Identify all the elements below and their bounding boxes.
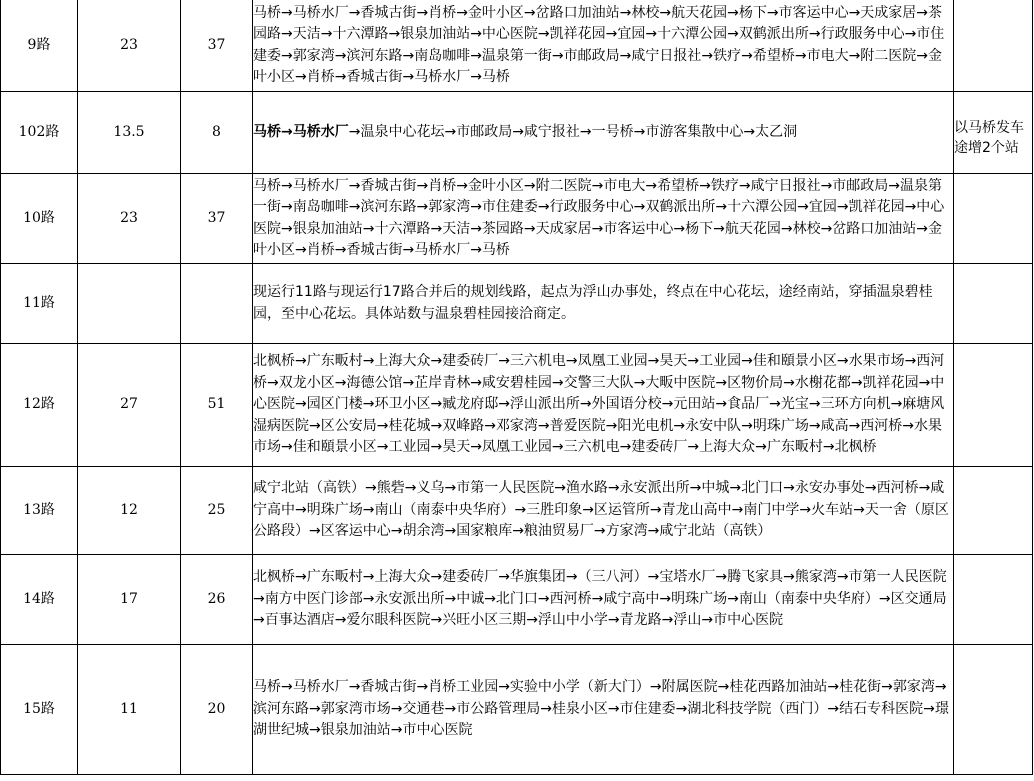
- route-path-cell: [253, 92, 954, 174]
- route-length-cell: 27: [78, 344, 181, 467]
- stop-count-cell: 20: [181, 645, 253, 775]
- route-number-cell: 10路: [1, 174, 78, 264]
- route-path-cell: 马桥→马桥水厂→香城古街→肖桥→金叶小区→附二医院→市电大→希望桥→铁疗→咸宁日报社→市邮政局→温泉第一街→南岛咖啡→滨河东路→郭家湾→市住建委→行政服务中心→双鹤派出所→十六潭公园→宜园→凯祥花园→中心医院→银泉加油站→十六潭路→天洁→茶园路→天成家居→市客运中心→杨下→航天花园→林校→岔路口加油站→金叶小区→肖桥→香城古街→马桥水厂→马桥: [253, 174, 954, 264]
- route-note-text: [954, 299, 1032, 309]
- route-number-cell: 12路: [1, 344, 78, 467]
- route-note-text: [954, 400, 1032, 410]
- route-note-text: [954, 595, 1032, 605]
- route-length-cell: 17: [78, 555, 181, 645]
- route-number-cell: 102路: [1, 92, 78, 174]
- route-path-start: 马桥→马桥水厂: [253, 123, 349, 140]
- route-number-cell: 14路: [1, 555, 78, 645]
- route-note-cell: [954, 645, 1033, 775]
- stop-count-cell: [181, 264, 253, 344]
- table-row: [1, 0, 1033, 92]
- route-note-text: [954, 506, 1032, 516]
- table-row: [1, 645, 1033, 775]
- stop-count-cell: 37: [181, 174, 253, 264]
- route-number-cell: 9路: [1, 0, 78, 92]
- stop-count-cell: 26: [181, 555, 253, 645]
- route-note-text: [954, 214, 1032, 224]
- stop-count-cell: 8: [181, 92, 253, 174]
- route-length-cell: 23: [78, 0, 181, 92]
- route-path-cell: 北枫桥→广东畈村→上海大众→建委砖厂→三六机电→凤凰工业园→昊天→工业园→佳和頤景小区→水果市场→西河桥→双龙小区→海德公馆→芷岸青林→咸安碧桂园→交警三大队→大畈中医院→区物价局→水榭花都→凯祥花园→中心医院→园区门楼→环卫小区→臧龙府邸→浮山派出所→外国语分校→元田站→食品厂→光宝→三环方向机→麻塘风湿病医院→区公安局→桂花城→双峰路→邓家湾→普爱医院→阳光电机→永安中队→明珠广场→咸高→西河桥→水果市场→佳和頤景小区→工业园→昊天→凤凰工业园→三六机电→建委砖厂→上海大众→广东畈村→北枫桥: [253, 344, 954, 467]
- stop-count-cell: 37: [181, 0, 253, 92]
- route-note-text: [954, 705, 1032, 715]
- route-note-cell: [954, 344, 1033, 467]
- route-length-cell: 23: [78, 174, 181, 264]
- route-number-cell: 13路: [1, 467, 78, 555]
- route-path-cell: 马桥→马桥水厂→香城古街→肖桥→金叶小区→岔路口加油站→林校→航天花园→杨下→市客运中心→天成家居→茶园路→天洁→十六潭路→银泉加油站→中心医院→凯祥花园→宜园→十六潭公园→双鹤派出所→行政服务中心→市住建委→郭家湾→滨河东路→南岛咖啡→温泉第一街→市邮政局→咸宁日报社→铁疗→希望桥→市电大→附二医院→金叶小区→肖桥→香城古街→马桥水厂→马桥: [253, 0, 954, 92]
- route-note-cell: [954, 174, 1033, 264]
- stop-count-cell: 51: [181, 344, 253, 467]
- route-length-cell: 11: [78, 645, 181, 775]
- route-description-cell: 现运行11路与现运行17路合并后的规划线路，起点为浮山办事处，终点在中心花坛，途经南站，穿插温泉碧桂园，至中心花坛。具体站数与温泉碧桂园接洽商定。: [253, 264, 954, 344]
- route-note-text: 以马桥发车途增2个站: [954, 119, 1024, 156]
- route-path-cell: 咸宁北站（高铁）→熊砦→义乌→市第一人民医院→渔水路→永安派出所→中城→北门口→永安办事处→西河桥→咸宁高中→明珠广场→南山（南泰中央华府）→三胜印象→区运管所→青龙山高中→南门中学→火车站→天一舍（原区公路段）→区客运中心→胡余湾→国家粮库→粮油贸易厂→方家湾→咸宁北站（高铁）: [253, 467, 954, 555]
- table-row: [1, 467, 1033, 555]
- route-path-cell: 马桥→马桥水厂→香城古街→肖桥工业园→实验中小学（新大门）→附属医院→桂花西路加油站→桂花街→郭家湾→滨河东路→郭家湾市场→交通巷→市公路管理局→桂泉小区→市住建委→湖北科技学院（西门）→结石专科医院→璟湖世纪城→银泉加油站→市中心医院: [253, 645, 954, 775]
- route-note-cell: [954, 467, 1033, 555]
- route-path-rest: →温泉中心花坛→市邮政局→咸宁报社→一号桥→市游客集散中心→太乙洞: [348, 123, 798, 140]
- stop-count-cell: 25: [181, 467, 253, 555]
- route-note-cell: [954, 0, 1033, 92]
- table-row: [1, 174, 1033, 264]
- table-row: [1, 344, 1033, 467]
- route-note-text: [954, 41, 1032, 51]
- table-row: [1, 555, 1033, 645]
- route-note-cell: [954, 555, 1033, 645]
- route-number-cell: 11路: [1, 264, 78, 344]
- table-row: [1, 264, 1033, 344]
- route-length-cell: 12: [78, 467, 181, 555]
- table-row: [1, 92, 1033, 174]
- route-length-cell: [78, 264, 181, 344]
- route-path-cell: 北枫桥→广东畈村→上海大众→建委砖厂→华旗集团→（三八河）→宝塔水厂→腾飞家具→熊家湾→市第一人民医院→南方中医门诊部→永安派出所→中诚→北门口→西河桥→咸宁高中→明珠广场→南山（南泰中央华府）→区交通局→百事达酒店→爱尔眼科医院→兴旺小区三期→浮山中小学→青龙路→浮山→市中心医院: [253, 555, 954, 645]
- route-note-cell: [954, 92, 1033, 174]
- route-note-cell: [954, 264, 1033, 344]
- route-length-cell: 13.5: [78, 92, 181, 174]
- route-number-cell: 15路: [1, 645, 78, 775]
